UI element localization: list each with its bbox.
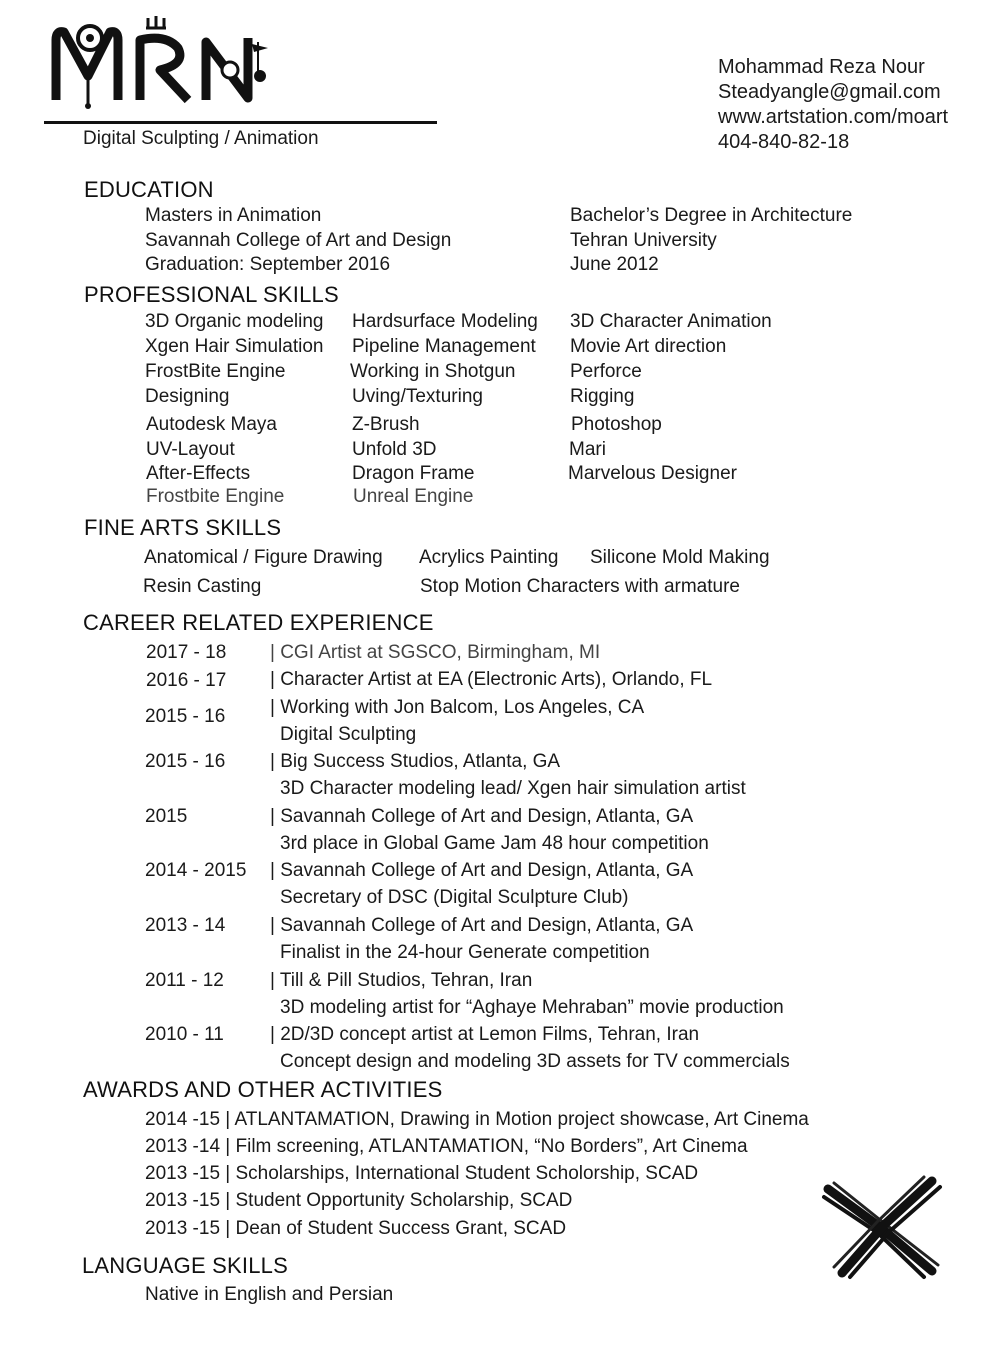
brush-x-mark-icon [820,1175,945,1280]
skill-item: Frostbite Engine [146,486,285,507]
skill-item: 3D Organic modeling [145,311,324,332]
awards-heading: AWARDS AND OTHER ACTIVITIES [83,1077,443,1102]
fine-arts-item: Silicone Mold Making [590,547,770,568]
education-left-line: Graduation: September 2016 [145,254,391,275]
skill-item: Uving/Texturing [352,386,483,407]
career-detail: 3rd place in Global Game Jam 48 hour competition [280,833,709,854]
skill-item: FrostBite Engine [145,361,286,382]
career-detail: Digital Sculpting [280,724,417,745]
career-heading: CAREER RELATED EXPERIENCE [83,610,434,635]
career-title: | Big Success Studios, Atlanta, GA [270,751,561,772]
subtitle: Digital Sculpting / Animation [83,128,319,149]
award-item: 2013 -15 | Student Opportunity Scholarship, SCAD [145,1190,573,1211]
career-years: 2016 - 17 [146,670,227,691]
skill-item: Z-Brush [352,414,420,435]
career-years: 2013 - 14 [145,915,226,936]
contact-block [718,55,948,155]
career-years: 2010 - 11 [145,1024,224,1045]
career-detail: 3D modeling artist for “Aghaye Mehraban” movie production [280,997,784,1018]
fine-arts-item: Stop Motion Characters with armature [420,576,740,597]
skill-item: Pipeline Management [352,336,536,357]
contact-phone: 404-840-82-18 [718,131,850,153]
header-rule [44,121,437,124]
career-title: | Working with Jon Balcom, Los Angeles, CA [270,697,645,718]
skill-item: Working in Shotgun [350,361,516,382]
contact-name: Mohammad Reza Nour [718,56,925,78]
professional-skills-heading: PROFESSIONAL SKILLS [84,282,339,307]
skill-item: Dragon Frame [352,463,475,484]
skill-item: Movie Art direction [570,336,727,357]
career-title: | CGI Artist at SGSCO, Birmingham, MI [270,642,601,663]
fine-arts-item: Resin Casting [143,576,262,597]
career-detail: 3D Character modeling lead/ Xgen hair simulation artist [280,778,746,799]
skill-item: Autodesk Maya [146,414,277,435]
skill-item: Unreal Engine [353,486,474,507]
education-right-line: Tehran University [570,230,717,251]
mrn-logo [48,12,288,112]
fine-arts-item: Acrylics Painting [419,547,559,568]
skill-item: Photoshop [571,414,662,435]
award-item: 2013 -14 | Film screening, ATLANTAMATION, “No Borders”, Art Cinema [145,1136,748,1157]
contact-email[interactable]: Steadyangle@gmail.com [718,81,941,103]
skill-item: UV-Layout [146,439,235,460]
career-years: 2015 [145,806,188,827]
education-left-line: Savannah College of Art and Design [145,230,452,251]
education-heading: EDUCATION [84,177,214,202]
career-title: | Till & Pill Studios, Tehran, Iran [270,970,533,991]
career-detail: Secretary of DSC (Digital Sculpture Club) [280,887,629,908]
skill-item: 3D Character Animation [570,311,772,332]
career-title: | Savannah College of Art and Design, Atlanta, GA [270,806,694,827]
skill-item: Mari [569,439,606,460]
career-years: 2014 - 2015 [145,860,247,881]
award-item: 2013 -15 | Scholarships, International Student Scholorship, SCAD [145,1163,699,1184]
skill-item: Xgen Hair Simulation [145,336,324,357]
skill-item: Rigging [570,386,635,407]
education-right-line: June 2012 [570,254,659,275]
education-right-line: Bachelor’s Degree in Architecture [570,205,853,226]
award-item: 2013 -15 | Dean of Student Success Grant, SCAD [145,1218,567,1239]
fine-arts-item: Anatomical / Figure Drawing [144,547,383,568]
language-text: Native in English and Persian [145,1284,394,1305]
skill-item: Hardsurface Modeling [352,311,538,332]
career-title: | Character Artist at EA (Electronic Arts), Orlando, FL [270,669,713,690]
fine-arts-heading: FINE ARTS SKILLS [84,515,282,540]
skill-item: Designing [145,386,230,407]
career-years: 2011 - 12 [145,970,224,991]
career-years: 2015 - 16 [145,706,226,727]
career-years: 2017 - 18 [146,642,227,663]
career-title: | Savannah College of Art and Design, Atlanta, GA [270,915,694,936]
career-detail: Finalist in the 24-hour Generate competition [280,942,650,963]
career-years: 2015 - 16 [145,751,226,772]
career-detail: Concept design and modeling 3D assets for TV commercials [280,1051,790,1072]
career-title: | Savannah College of Art and Design, Atlanta, GA [270,860,694,881]
language-heading: LANGUAGE SKILLS [82,1253,288,1278]
skill-item: Marvelous Designer [568,463,737,484]
career-title: | 2D/3D concept artist at Lemon Films, Tehran, Iran [270,1024,700,1045]
skill-item: Perforce [570,361,642,382]
education-left-line: Masters in Animation [145,205,322,226]
skill-item: After-Effects [146,463,251,484]
award-item: 2014 -15 | ATLANTAMATION, Drawing in Motion project showcase, Art Cinema [145,1109,809,1130]
contact-website[interactable]: www.artstation.com/moart [718,106,949,128]
skill-item: Unfold 3D [352,439,437,460]
